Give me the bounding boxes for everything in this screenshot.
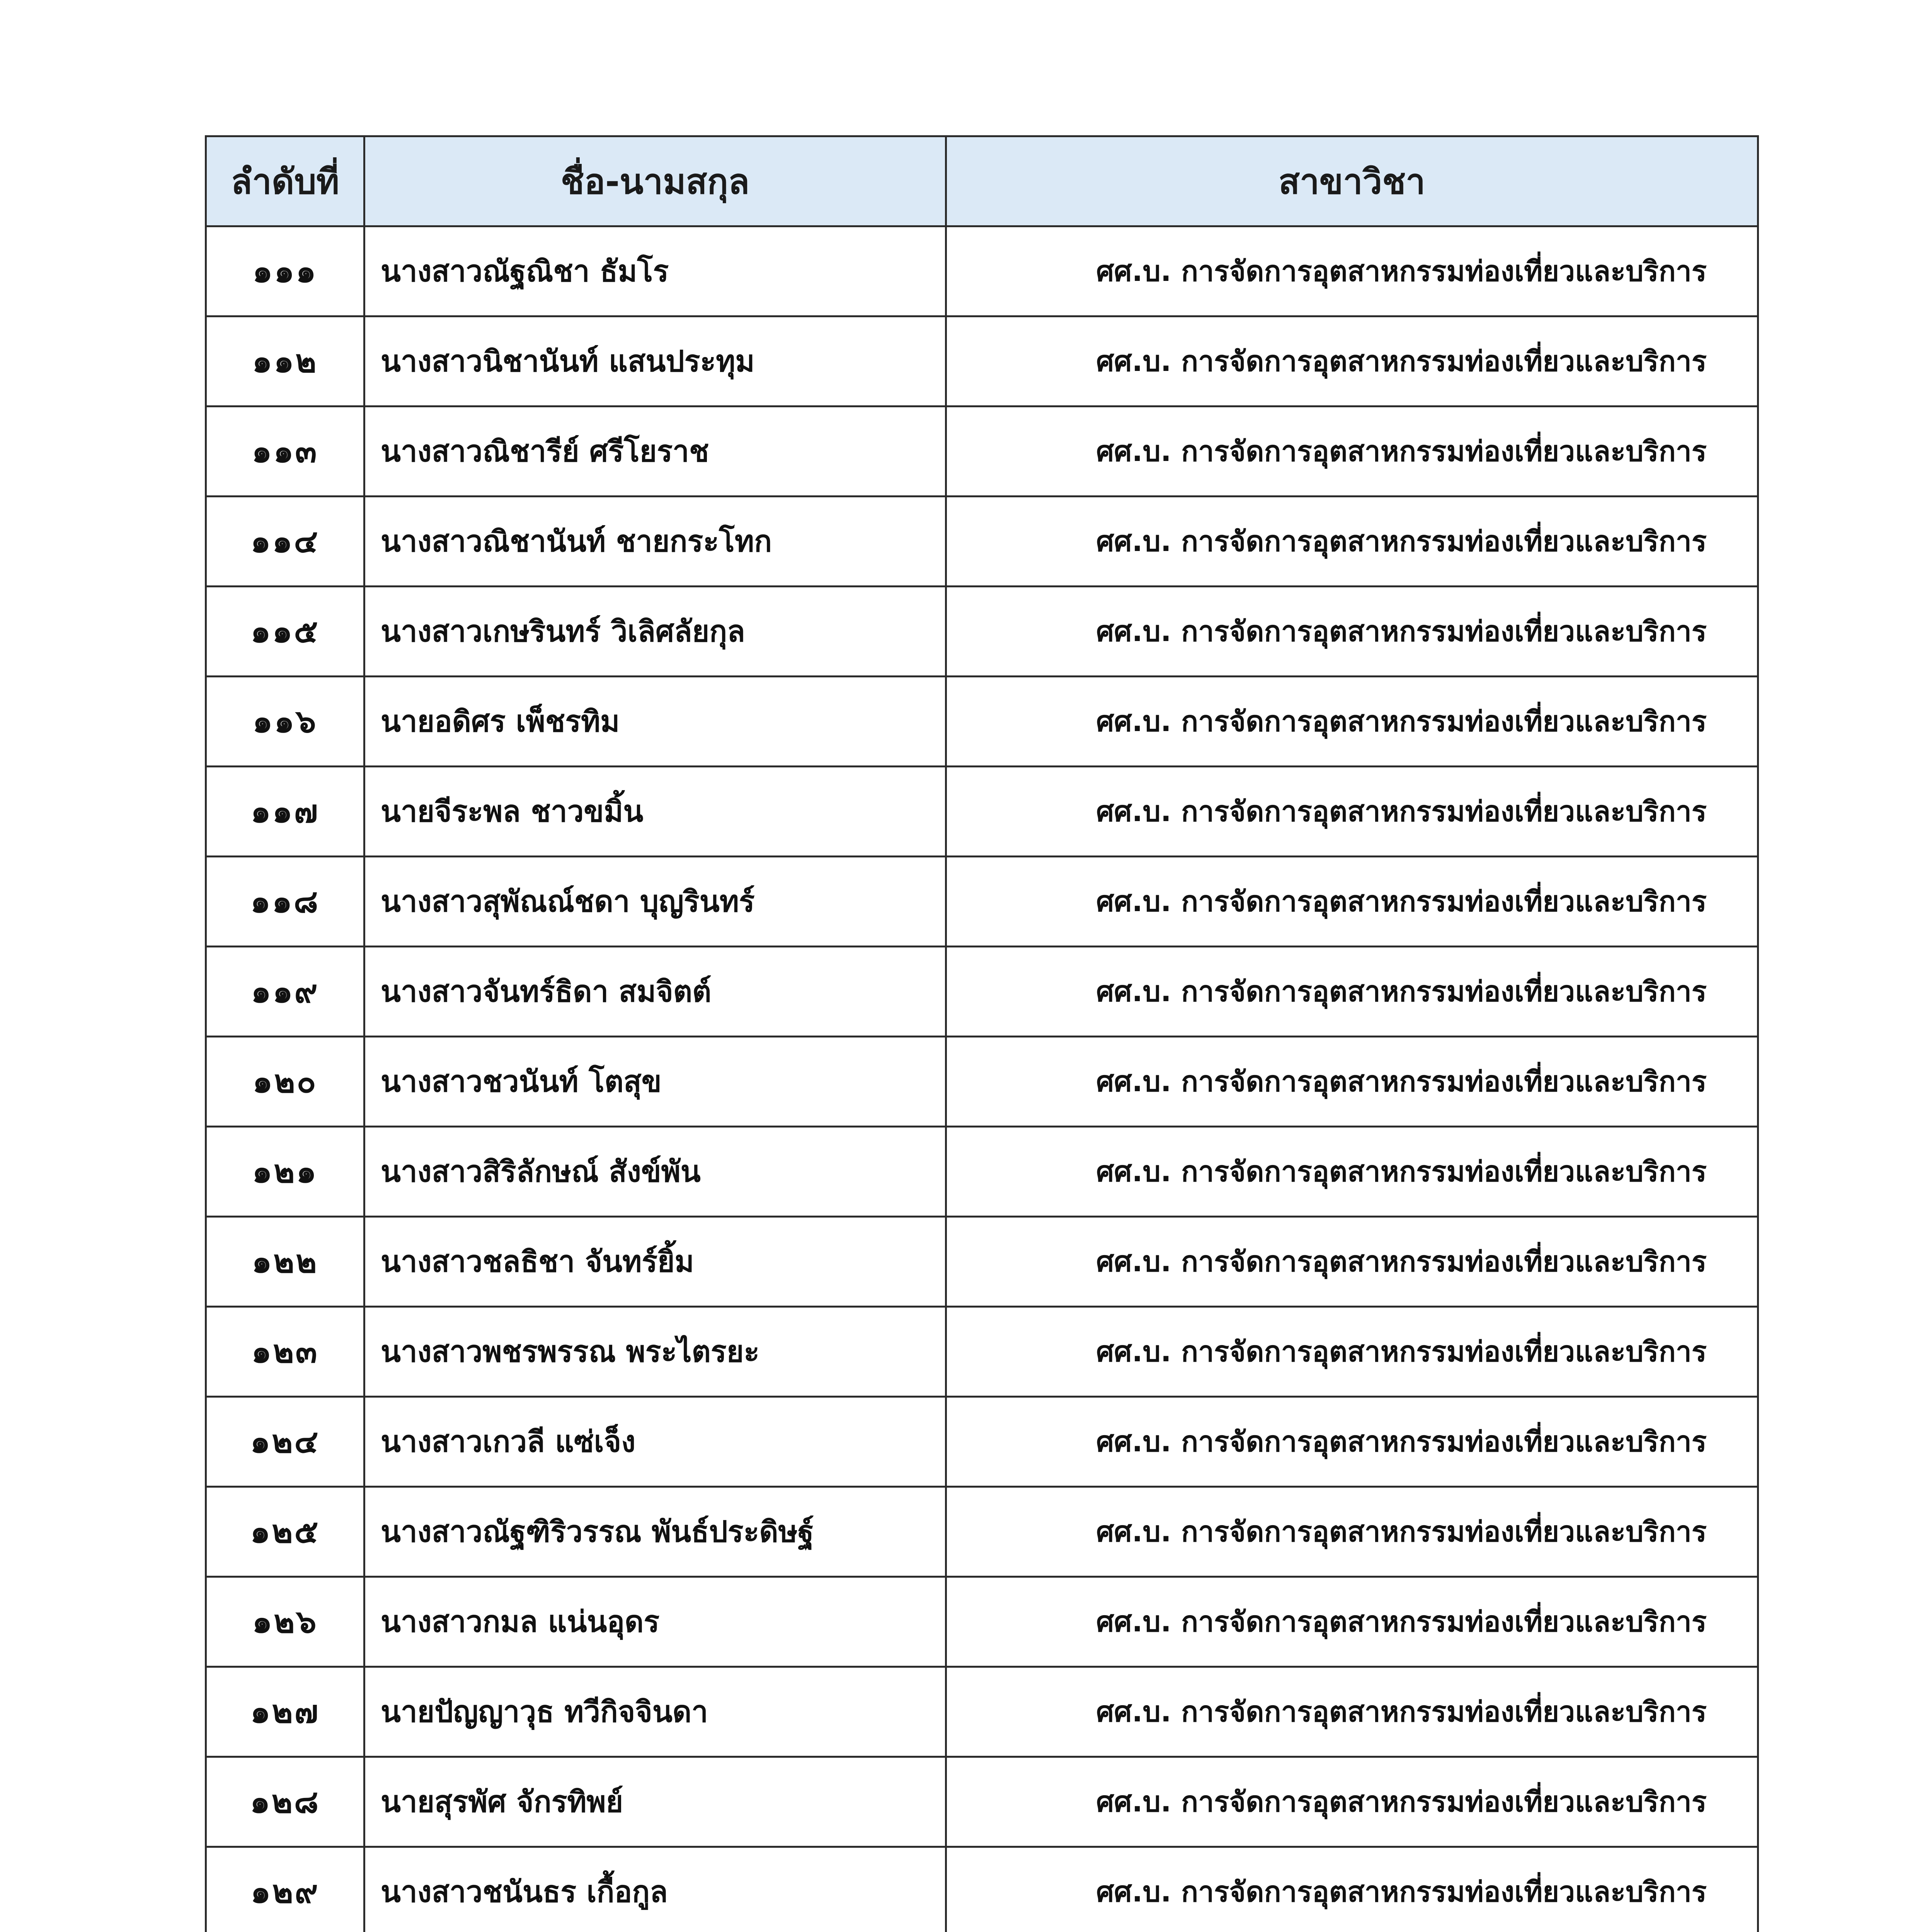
row-program: ศศ.บ. การจัดการอุตสาหกรรมท่องเที่ยวและบริการ xyxy=(946,1667,1758,1757)
table-row xyxy=(206,1217,1758,1307)
table-row xyxy=(206,1307,1758,1397)
row-program: ศศ.บ. การจัดการอุตสาหกรรมท่องเที่ยวและบริการ xyxy=(946,677,1758,767)
table-row xyxy=(206,587,1758,677)
row-order-number: ๑๑๔ xyxy=(206,497,364,587)
table-row xyxy=(206,1397,1758,1487)
row-program: ศศ.บ. การจัดการอุตสาหกรรมท่องเที่ยวและบริการ xyxy=(946,226,1758,316)
row-full-name: นางสาวสุพัณณ์ชดา บุญรินทร์ xyxy=(364,857,946,947)
table-row xyxy=(206,406,1758,497)
row-full-name: นางสาวณิชานันท์ ชายกระโทก xyxy=(364,497,946,587)
row-program: ศศ.บ. การจัดการอุตสาหกรรมท่องเที่ยวและบริการ xyxy=(946,1757,1758,1847)
row-program: ศศ.บ. การจัดการอุตสาหกรรมท่องเที่ยวและบริการ xyxy=(946,767,1758,857)
row-order-number: ๑๒๗ xyxy=(206,1667,364,1757)
row-full-name: นางสาวสิริลักษณ์ สังข์พัน xyxy=(364,1127,946,1217)
row-program: ศศ.บ. การจัดการอุตสาหกรรมท่องเที่ยวและบริการ xyxy=(946,1577,1758,1667)
table-header-row xyxy=(206,136,1758,226)
table-row xyxy=(206,1847,1758,1932)
row-full-name: นางสาวเกษรินทร์ วิเลิศลัยกุล xyxy=(364,587,946,677)
row-program: ศศ.บ. การจัดการอุตสาหกรรมท่องเที่ยวและบริการ xyxy=(946,1847,1758,1932)
row-order-number: ๑๑๙ xyxy=(206,947,364,1037)
row-order-number: ๑๒๕ xyxy=(206,1487,364,1577)
table-body xyxy=(206,226,1758,1932)
table-row xyxy=(206,767,1758,857)
table-row xyxy=(206,1487,1758,1577)
row-program: ศศ.บ. การจัดการอุตสาหกรรมท่องเที่ยวและบริการ xyxy=(946,1127,1758,1217)
row-order-number: ๑๒๔ xyxy=(206,1397,364,1487)
table-row xyxy=(206,947,1758,1037)
row-full-name: นายปัญญาวุธ ทวีกิจจินดา xyxy=(364,1667,946,1757)
row-order-number: ๑๑๓ xyxy=(206,406,364,497)
row-full-name: นางสาวเกวลี แซ่เจ็ง xyxy=(364,1397,946,1487)
row-order-number: ๑๑๘ xyxy=(206,857,364,947)
row-order-number: ๑๑๕ xyxy=(206,587,364,677)
row-program: ศศ.บ. การจัดการอุตสาหกรรมท่องเที่ยวและบริการ xyxy=(946,587,1758,677)
header-full-name: ชื่อ-นามสกุล xyxy=(364,136,946,226)
row-program: ศศ.บ. การจัดการอุตสาหกรรมท่องเที่ยวและบริการ xyxy=(946,497,1758,587)
table-row xyxy=(206,1037,1758,1127)
row-full-name: นางสาวกมล แน่นอุดร xyxy=(364,1577,946,1667)
row-order-number: ๑๒๘ xyxy=(206,1757,364,1847)
row-order-number: ๑๑๒ xyxy=(206,316,364,406)
row-full-name: นางสาวพชรพรรณ พระไตรยะ xyxy=(364,1307,946,1397)
table-row xyxy=(206,316,1758,406)
row-order-number: ๑๒๒ xyxy=(206,1217,364,1307)
row-program: ศศ.บ. การจัดการอุตสาหกรรมท่องเที่ยวและบริการ xyxy=(946,406,1758,497)
table-row xyxy=(206,497,1758,587)
row-full-name: นางสาวจันทร์ธิดา สมจิตต์ xyxy=(364,947,946,1037)
table-row xyxy=(206,1667,1758,1757)
row-full-name: นางสาวชวนันท์ โตสุข xyxy=(364,1037,946,1127)
row-program: ศศ.บ. การจัดการอุตสาหกรรมท่องเที่ยวและบริการ xyxy=(946,947,1758,1037)
row-program: ศศ.บ. การจัดการอุตสาหกรรมท่องเที่ยวและบริการ xyxy=(946,1397,1758,1487)
row-order-number: ๑๒๙ xyxy=(206,1847,364,1932)
row-order-number: ๑๑๖ xyxy=(206,677,364,767)
table-row xyxy=(206,1577,1758,1667)
row-program: ศศ.บ. การจัดการอุตสาหกรรมท่องเที่ยวและบริการ xyxy=(946,1037,1758,1127)
header-program: สาขาวิชา xyxy=(946,136,1758,226)
row-program: ศศ.บ. การจัดการอุตสาหกรรมท่องเที่ยวและบริการ xyxy=(946,316,1758,406)
row-full-name: นายอดิศร เพ็ชรทิม xyxy=(364,677,946,767)
row-program: ศศ.บ. การจัดการอุตสาหกรรมท่องเที่ยวและบริการ xyxy=(946,1217,1758,1307)
row-order-number: ๑๒๑ xyxy=(206,1127,364,1217)
row-order-number: ๑๒๖ xyxy=(206,1577,364,1667)
row-order-number: ๑๑๗ xyxy=(206,767,364,857)
row-program: ศศ.บ. การจัดการอุตสาหกรรมท่องเที่ยวและบริการ xyxy=(946,857,1758,947)
table-row xyxy=(206,1757,1758,1847)
header-order-number: ลำดับที่ xyxy=(206,136,364,226)
row-program: ศศ.บ. การจัดการอุตสาหกรรมท่องเที่ยวและบริการ xyxy=(946,1307,1758,1397)
row-full-name: นายสุรพัศ จักรทิพย์ xyxy=(364,1757,946,1847)
row-full-name: นางสาวชลธิชา จันทร์ยิ้ม xyxy=(364,1217,946,1307)
table-row xyxy=(206,226,1758,316)
row-full-name: นางสาวณิชารีย์ ศรีโยราช xyxy=(364,406,946,497)
row-program: ศศ.บ. การจัดการอุตสาหกรรมท่องเที่ยวและบริการ xyxy=(946,1487,1758,1577)
table-row xyxy=(206,857,1758,947)
row-full-name: นางสาวณัฐณิชา ธัมโร xyxy=(364,226,946,316)
student-roster-table xyxy=(205,135,1759,1932)
row-order-number: ๑๒๐ xyxy=(206,1037,364,1127)
row-order-number: ๑๑๑ xyxy=(206,226,364,316)
row-full-name: นายจีระพล ชาวขมิ้น xyxy=(364,767,946,857)
row-order-number: ๑๒๓ xyxy=(206,1307,364,1397)
table-row xyxy=(206,677,1758,767)
row-full-name: นางสาวณัฐฑิริวรรณ พันธ์ประดิษฐ์ xyxy=(364,1487,946,1577)
table-row xyxy=(206,1127,1758,1217)
row-full-name: นางสาวชนันธร เกื้อกูล xyxy=(364,1847,946,1932)
row-full-name: นางสาวนิชานันท์ แสนประทุม xyxy=(364,316,946,406)
